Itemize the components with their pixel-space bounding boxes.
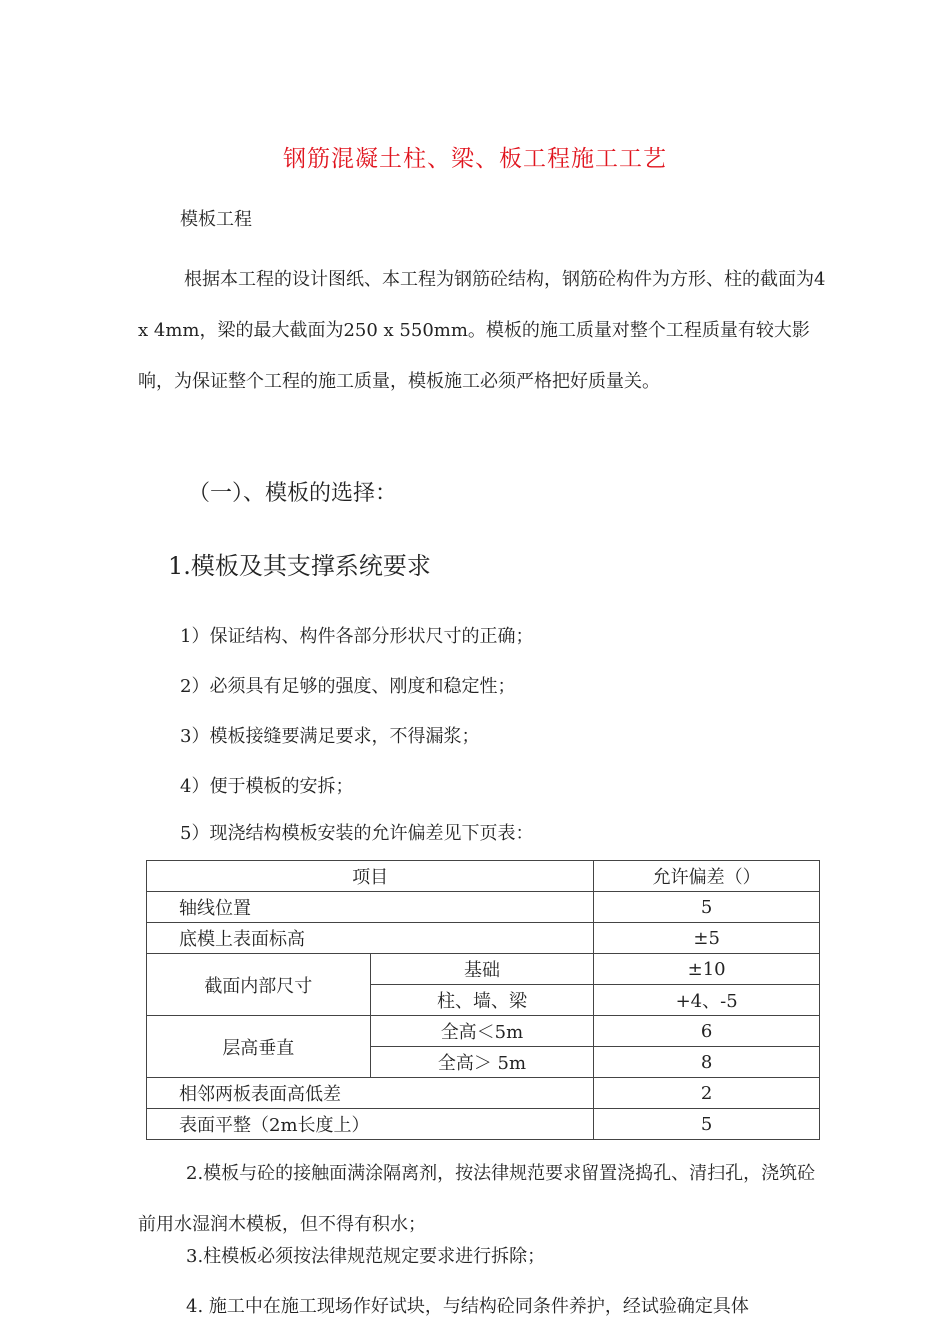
requirement-item: 5）现浇结构模板安装的允许偏差见下页表： — [180, 823, 534, 844]
table-row — [147, 1109, 820, 1140]
row-label: 轴线位置 — [147, 892, 594, 923]
row-value: 5 — [594, 892, 820, 923]
row-group-label: 层高垂直 — [147, 1016, 371, 1078]
table-row — [147, 892, 820, 923]
table-header-row — [147, 861, 820, 892]
row-sublabel: 全高＞ 5m — [370, 1047, 594, 1078]
row-label: 表面平整（2m长度上） — [147, 1109, 594, 1140]
table-row — [147, 1078, 820, 1109]
requirement-item: 3）模板接缝要满足要求，不得漏浆； — [180, 726, 480, 747]
row-value: +4、-5 — [594, 985, 820, 1016]
row-sublabel: 全高＜5m — [370, 1016, 594, 1047]
item-2-paragraph: 2.模板与砼的接触面满涂隔离剂，按法律规范要求留置浇捣孔、清扫孔，浇筑砼前用水湿润木模板，但不得有积水； — [138, 1163, 816, 1235]
row-sublabel: 基础 — [370, 954, 594, 985]
row-value: ±10 — [594, 954, 820, 985]
requirement-item: 2）必须具有足够的强度、刚度和稳定性； — [180, 676, 516, 697]
row-group-label: 截面内部尺寸 — [147, 954, 371, 1016]
header-item: 项目 — [147, 861, 594, 892]
requirement-item: 1）保证结构、构件各部分形状尺寸的正确； — [180, 626, 534, 647]
item-3-paragraph: 3.柱模板必须按法律规范规定要求进行拆除； — [186, 1246, 546, 1267]
tolerance-table — [146, 860, 820, 1140]
heading-template-requirements: 1.模板及其支撑系统要求 — [168, 552, 431, 580]
item-4-paragraph: 4. 施工中在施工现场作好试块，与结构砼同条件养护，经试验确定具体 — [186, 1296, 749, 1317]
row-label: 相邻两板表面高低差 — [147, 1078, 594, 1109]
heading-template-selection: （一）、模板的选择： — [188, 481, 398, 506]
row-value: ±5 — [594, 923, 820, 954]
table-row — [147, 1016, 820, 1047]
row-label: 底模上表面标高 — [147, 923, 594, 954]
requirement-item: 4）便于模板的安拆； — [180, 776, 354, 797]
row-value: 5 — [594, 1109, 820, 1140]
row-value: 2 — [594, 1078, 820, 1109]
header-tolerance: 允许偏差（） — [594, 861, 820, 892]
intro-paragraph: 根据本工程的设计图纸、本工程为钢筋砼结构，钢筋砼构件为方形、柱的截面为4 x 4mm，梁的最大截面为250 x 550mm。模板的施工质量对整个工程质量有较大影响，为保证整个工程的施工质量，模板施工必须严格把好质量关。 — [138, 269, 826, 392]
table-row — [147, 954, 820, 985]
table-row — [147, 923, 820, 954]
row-value: 8 — [594, 1047, 820, 1078]
row-value: 6 — [594, 1016, 820, 1047]
row-sublabel: 柱、墙、梁 — [370, 985, 594, 1016]
section-label: 模板工程 — [180, 209, 252, 230]
document-title: 钢筋混凝土柱、梁、板工程施工工艺 — [283, 146, 667, 172]
